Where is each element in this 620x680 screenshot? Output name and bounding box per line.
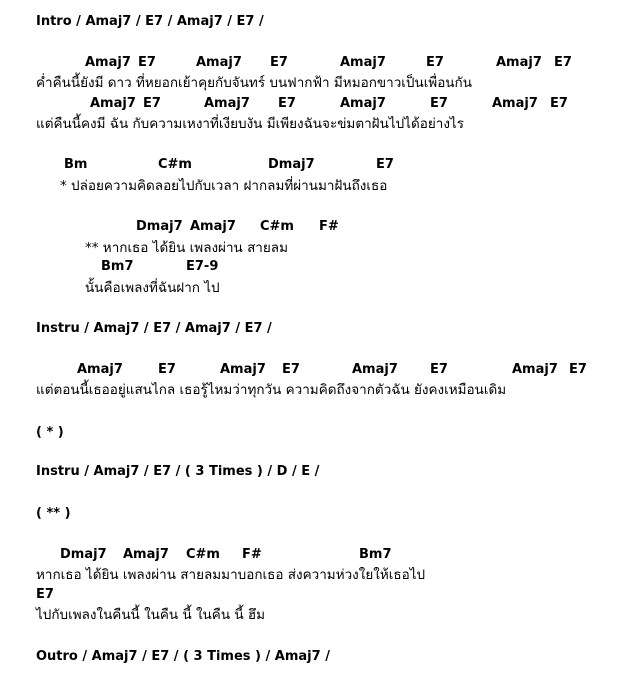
- repeat-chorus: ( ** ): [36, 506, 71, 521]
- chord: E7-9: [186, 259, 219, 274]
- chord: Bm: [64, 157, 88, 172]
- chord: Amaj7: [352, 362, 398, 377]
- instru-line: Instru / Amaj7 / E7 / Amaj7 / E7 /: [36, 321, 272, 336]
- lyric-line: หากเธอ ได้ยิน เพลงผ่าน สายลมมาบอกเธอ ส่งความห่วงใยให้เธอไป: [36, 567, 426, 583]
- chord: C#m: [158, 157, 192, 172]
- chord: E7: [376, 157, 394, 172]
- chord: F#: [242, 547, 262, 562]
- chord: Amaj7: [496, 55, 542, 70]
- lyric-line: ค่ำคืนนี้ยังมี ดาว ที่หยอกเย้าคุยกับจันทร์ บนฟากฟ้า มีหมอกขาวเป็นเพื่อนกัน: [36, 75, 472, 91]
- outro-line: Outro / Amaj7 / E7 / ( 3 Times ) / Amaj7 /: [36, 649, 330, 664]
- chord: Amaj7: [85, 55, 131, 70]
- chord: E7: [36, 587, 54, 602]
- lyric-line: แต่คืนนี้คงมี ฉัน กับความเหงาที่เงียบงัน มีเพียงฉันจะข่มตาฝันไปได้อย่างไร: [36, 116, 464, 132]
- chord: Amaj7: [512, 362, 558, 377]
- chord: E7: [282, 362, 300, 377]
- chord: E7: [550, 96, 568, 111]
- chord: Amaj7: [90, 96, 136, 111]
- chord: E7: [143, 96, 161, 111]
- lyric-line: ไปกับเพลงในคืนนี้ ในคืน นี้ ในคืน นี้ ฮึม: [36, 607, 265, 623]
- chord: E7: [430, 362, 448, 377]
- chord: Dmaj7: [60, 547, 107, 562]
- chord: Amaj7: [340, 55, 386, 70]
- lyric-line: นั้นคือเพลงที่ฉันฝาก ไป: [85, 280, 220, 296]
- chord: E7: [158, 362, 176, 377]
- lyric-line: * ปล่อยความคิดลอยไปกับเวลา ฝากลมที่ผ่านมาฝันถึงเธอ: [60, 178, 388, 194]
- chord: Amaj7: [77, 362, 123, 377]
- chord: Amaj7: [204, 96, 250, 111]
- chord: C#m: [186, 547, 220, 562]
- chord: E7: [569, 362, 587, 377]
- instru-line: Instru / Amaj7 / E7 / ( 3 Times ) / D / E /: [36, 464, 320, 479]
- chord: E7: [138, 55, 156, 70]
- chord: Dmaj7: [268, 157, 315, 172]
- intro-line: Intro / Amaj7 / E7 / Amaj7 / E7 /: [36, 14, 264, 29]
- chord: F#: [319, 219, 339, 234]
- lyric-line: ** หากเธอ ได้ยิน เพลงผ่าน สายลม: [85, 240, 288, 256]
- chord: Amaj7: [492, 96, 538, 111]
- repeat-prechorus: ( * ): [36, 425, 64, 440]
- chord: E7: [270, 55, 288, 70]
- chord: Amaj7: [190, 219, 236, 234]
- chord: Amaj7: [196, 55, 242, 70]
- chord: Bm7: [101, 259, 134, 274]
- chord: Amaj7: [123, 547, 169, 562]
- chord: Amaj7: [340, 96, 386, 111]
- chord: Bm7: [359, 547, 392, 562]
- chord: E7: [430, 96, 448, 111]
- lyric-line: แต่ตอนนี้เธออยู่แสนไกล เธอรู้ไหมว่าทุกวัน ความคิดถึงจากตัวฉัน ยังคงเหมือนเดิม: [36, 382, 507, 398]
- chord: E7: [426, 55, 444, 70]
- chord: E7: [554, 55, 572, 70]
- chord: Amaj7: [220, 362, 266, 377]
- chord: E7: [278, 96, 296, 111]
- chord: C#m: [260, 219, 294, 234]
- chord: Dmaj7: [136, 219, 183, 234]
